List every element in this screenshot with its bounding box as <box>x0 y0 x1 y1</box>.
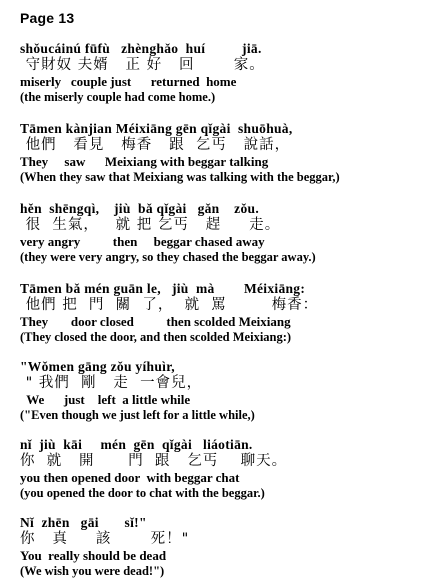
page-label: Page 13 <box>20 10 75 26</box>
translation-line: ("Even though we just left for a little while,) <box>20 408 255 422</box>
translation-line: (you opened the door to chat with the beggar.) <box>20 486 265 500</box>
gloss-line: you then opened door with beggar chat <box>20 470 240 485</box>
chinese-line: " 我們 剛 走 一會兒， <box>20 375 203 391</box>
translation-line: (the miserly couple had come home.) <box>20 90 216 104</box>
pinyin-line: nǐ jiù kāi mén gēn qǐgài liáotiān. <box>20 437 253 452</box>
chinese-line: 守財奴 夫婿 正 好 回 家。 <box>20 57 265 73</box>
stanza-1 <box>20 40 417 105</box>
gloss-line: They door closed then scolded Meixiang <box>20 314 291 329</box>
pinyin-line: Tāmen bǎ mén guān le, jiù mà Méixiāng: <box>20 281 306 296</box>
stanza-7 <box>20 514 417 579</box>
chinese-line: 很 生氣， 就 把 乞丐 趕 走。 <box>20 217 281 233</box>
pinyin-line: Tāmen kànjian Méixiāng gēn qǐgài shuōhuà, <box>20 121 293 136</box>
stanza-5 <box>20 358 417 423</box>
translation-line: (they were very angry, so they chased the beggar away.) <box>20 250 316 264</box>
gloss-line: You really should be dead <box>20 548 167 563</box>
stanza-4 <box>20 280 417 345</box>
chinese-line: 你 真 該 死！" <box>20 531 190 547</box>
gloss-line: very angry then beggar chased away <box>20 234 265 249</box>
stanza-2 <box>20 120 417 185</box>
chinese-line: 他們 看見 梅香 跟 乞丐 說話， <box>20 137 291 153</box>
stanza-3 <box>20 200 417 265</box>
pinyin-line: Nǐ zhēn gāi sǐ!" <box>20 515 147 530</box>
stanza-6 <box>20 436 417 501</box>
gloss-line: We just left a little while <box>20 392 191 407</box>
translation-line: (When they saw that Meixiang was talking with the beggar,) <box>20 170 340 184</box>
translation-line: (We wish you were dead!") <box>20 564 165 578</box>
pinyin-line: "Wǒmen gāng zǒu yíhuìr, <box>20 359 175 374</box>
translation-line: (They closed the door, and then scolded Meixiang:) <box>20 330 292 344</box>
gloss-line: They saw Meixiang with beggar talking <box>20 154 269 169</box>
chinese-line: 他們 把 門 關 了， 就 罵 梅香： <box>20 297 319 313</box>
pinyin-line: hěn shēngqì, jiù bǎ qǐgài gǎn zǒu. <box>20 201 260 216</box>
gloss-line: miserly couple just returned home <box>20 74 237 89</box>
chinese-line: 你 就 開 門 跟 乞丐 聊天。 <box>20 453 288 469</box>
pinyin-line: shǒucáinú fūfù zhènghǎo huí jiā. <box>20 41 262 56</box>
